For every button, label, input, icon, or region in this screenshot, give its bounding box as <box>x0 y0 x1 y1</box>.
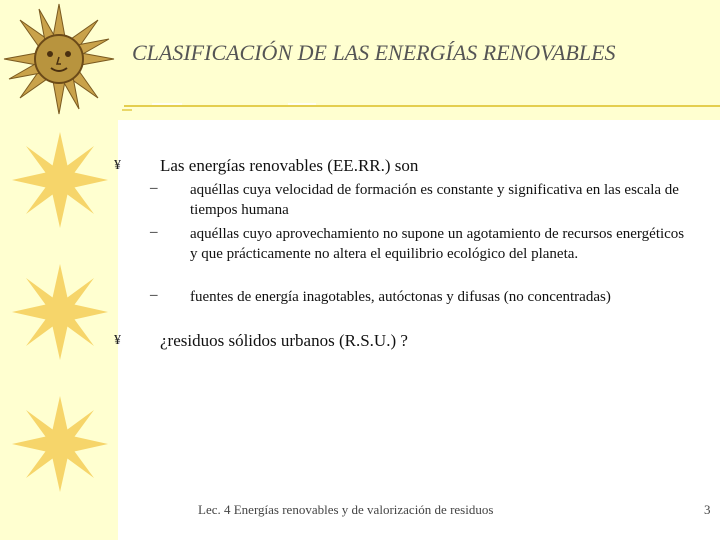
sub-bullet-text: fuentes de energía inagotables, autóctonas y difusas (no concentradas) <box>190 289 611 305</box>
slide-title: CLASIFICACIÓN DE LAS ENERGÍAS RENOVABLES <box>132 40 616 65</box>
dash-icon: – <box>150 224 158 240</box>
dash-icon: – <box>150 287 158 303</box>
bullet-icon: ¥ <box>114 333 121 348</box>
slide-footer: Lec. 4 Energías renovables y de valorización de residuos <box>198 502 494 517</box>
star-decoration-icon <box>10 394 110 494</box>
dash-icon: – <box>150 180 158 196</box>
sun-face-icon <box>0 0 118 118</box>
sub-bullet-text: aquéllas cuya velocidad de formación es constante y significativa en las escala de tiempos humana <box>190 182 679 218</box>
bullet-text: ¿residuos sólidos urbanos (R.S.U.) ? <box>160 331 408 350</box>
bullet-text: Las energías renovables (EE.RR.) son <box>160 156 419 175</box>
title-underline <box>118 96 720 116</box>
star-decoration-icon <box>10 262 110 362</box>
page-number: 3 <box>704 502 711 517</box>
bullet-icon: ¥ <box>114 158 121 173</box>
star-decoration-icon <box>10 130 110 230</box>
sub-bullet-text: aquéllas cuyo aprovechamiento no supone un agotamiento de recursos energéticos y que prácticamente no altera el equilibrio ecológico del planeta. <box>190 226 685 262</box>
